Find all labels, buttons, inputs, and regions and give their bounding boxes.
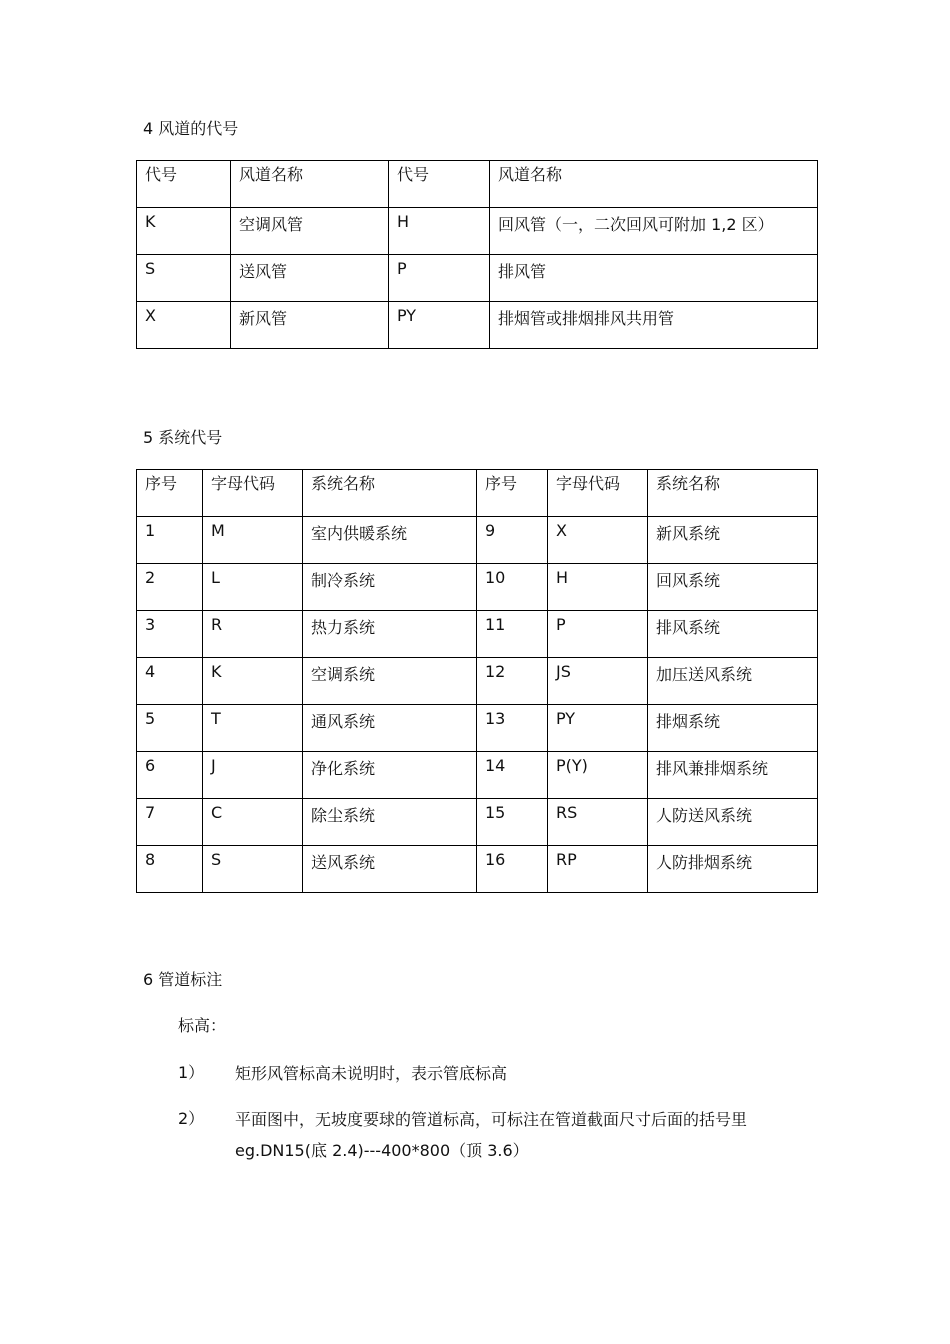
table-cell: 3 <box>137 611 203 658</box>
table-cell: 16 <box>477 846 548 893</box>
table-cell: RP <box>548 846 648 893</box>
table-cell: 排风系统 <box>648 611 818 658</box>
section-4-title: 4 风道的代号 <box>143 119 239 138</box>
table-cell: 空调风管 <box>231 208 389 255</box>
table-cell: S <box>137 255 231 302</box>
table-cell: 新风管 <box>231 302 389 349</box>
duct-code-table <box>136 160 818 349</box>
table-cell: H <box>389 208 490 255</box>
header-cell: 风道名称 <box>490 161 818 208</box>
table-cell: 加压送风系统 <box>648 658 818 705</box>
table-cell: M <box>203 517 303 564</box>
header-cell: 序号 <box>477 470 548 517</box>
table-cell: 回风系统 <box>648 564 818 611</box>
table-row <box>137 752 818 799</box>
table-cell: 热力系统 <box>303 611 477 658</box>
table-row <box>137 517 818 564</box>
item-2-number: 2） <box>178 1109 205 1128</box>
table-cell: 制冷系统 <box>303 564 477 611</box>
table-cell: 送风管 <box>231 255 389 302</box>
table-cell: J <box>203 752 303 799</box>
table-cell: P(Y) <box>548 752 648 799</box>
table-row <box>137 611 818 658</box>
table-cell: H <box>548 564 648 611</box>
table-cell: 6 <box>137 752 203 799</box>
table-row <box>137 846 818 893</box>
table-cell: JS <box>548 658 648 705</box>
header-cell: 代号 <box>137 161 231 208</box>
table-row <box>137 658 818 705</box>
table-cell: L <box>203 564 303 611</box>
header-cell: 字母代码 <box>203 470 303 517</box>
header-cell: 序号 <box>137 470 203 517</box>
item-2-example: eg.DN15(底 2.4)---400*800（顶 3.6） <box>235 1141 529 1160</box>
table-cell: PY <box>548 705 648 752</box>
table-cell: X <box>548 517 648 564</box>
table-cell: 排烟系统 <box>648 705 818 752</box>
header-cell: 代号 <box>389 161 490 208</box>
table-cell: 人防送风系统 <box>648 799 818 846</box>
table-header-row <box>137 161 818 208</box>
table-cell: 除尘系统 <box>303 799 477 846</box>
table-header-row <box>137 470 818 517</box>
section-6-title: 6 管道标注 <box>143 970 223 989</box>
header-cell: 风道名称 <box>231 161 389 208</box>
table-cell: 12 <box>477 658 548 705</box>
table-cell: 4 <box>137 658 203 705</box>
elevation-subtitle: 标高： <box>178 1016 227 1035</box>
item-1-number: 1） <box>178 1063 205 1082</box>
item-2-text: 平面图中，无坡度要球的管道标高，可标注在管道截面尺寸后面的括号里 <box>235 1110 748 1129</box>
table-cell: 送风系统 <box>303 846 477 893</box>
header-cell: 系统名称 <box>648 470 818 517</box>
table-cell: P <box>548 611 648 658</box>
table-cell: 回风管（一，二次回风可附加 1,2 区） <box>490 208 818 255</box>
table-cell: RS <box>548 799 648 846</box>
table-cell: 通风系统 <box>303 705 477 752</box>
table-cell: 排烟管或排烟排风共用管 <box>490 302 818 349</box>
table-cell: K <box>137 208 231 255</box>
table-cell: 排风管 <box>490 255 818 302</box>
table-cell: 8 <box>137 846 203 893</box>
header-cell: 系统名称 <box>303 470 477 517</box>
table-cell: R <box>203 611 303 658</box>
table-cell: P <box>389 255 490 302</box>
table-cell: 5 <box>137 705 203 752</box>
system-code-table <box>136 469 818 893</box>
table-cell: 人防排烟系统 <box>648 846 818 893</box>
table-row <box>137 799 818 846</box>
table-cell: 室内供暖系统 <box>303 517 477 564</box>
table-cell: 13 <box>477 705 548 752</box>
table-row <box>137 208 818 255</box>
table-cell: PY <box>389 302 490 349</box>
table-cell: K <box>203 658 303 705</box>
table-cell: 11 <box>477 611 548 658</box>
table-cell: 2 <box>137 564 203 611</box>
table-cell: C <box>203 799 303 846</box>
table-cell: 新风系统 <box>648 517 818 564</box>
table-cell: 15 <box>477 799 548 846</box>
table-row <box>137 302 818 349</box>
section-5-title: 5 系统代号 <box>143 428 223 447</box>
table-cell: X <box>137 302 231 349</box>
table-cell: 净化系统 <box>303 752 477 799</box>
table-cell: S <box>203 846 303 893</box>
table-row <box>137 564 818 611</box>
table-row <box>137 255 818 302</box>
table-row <box>137 705 818 752</box>
table-cell: 空调系统 <box>303 658 477 705</box>
table-cell: 10 <box>477 564 548 611</box>
item-1-text: 矩形风管标高未说明时，表示管底标高 <box>235 1064 508 1083</box>
table-cell: 7 <box>137 799 203 846</box>
table-cell: T <box>203 705 303 752</box>
header-cell: 字母代码 <box>548 470 648 517</box>
table-cell: 9 <box>477 517 548 564</box>
table-cell: 1 <box>137 517 203 564</box>
table-cell: 排风兼排烟系统 <box>648 752 818 799</box>
table-cell: 14 <box>477 752 548 799</box>
